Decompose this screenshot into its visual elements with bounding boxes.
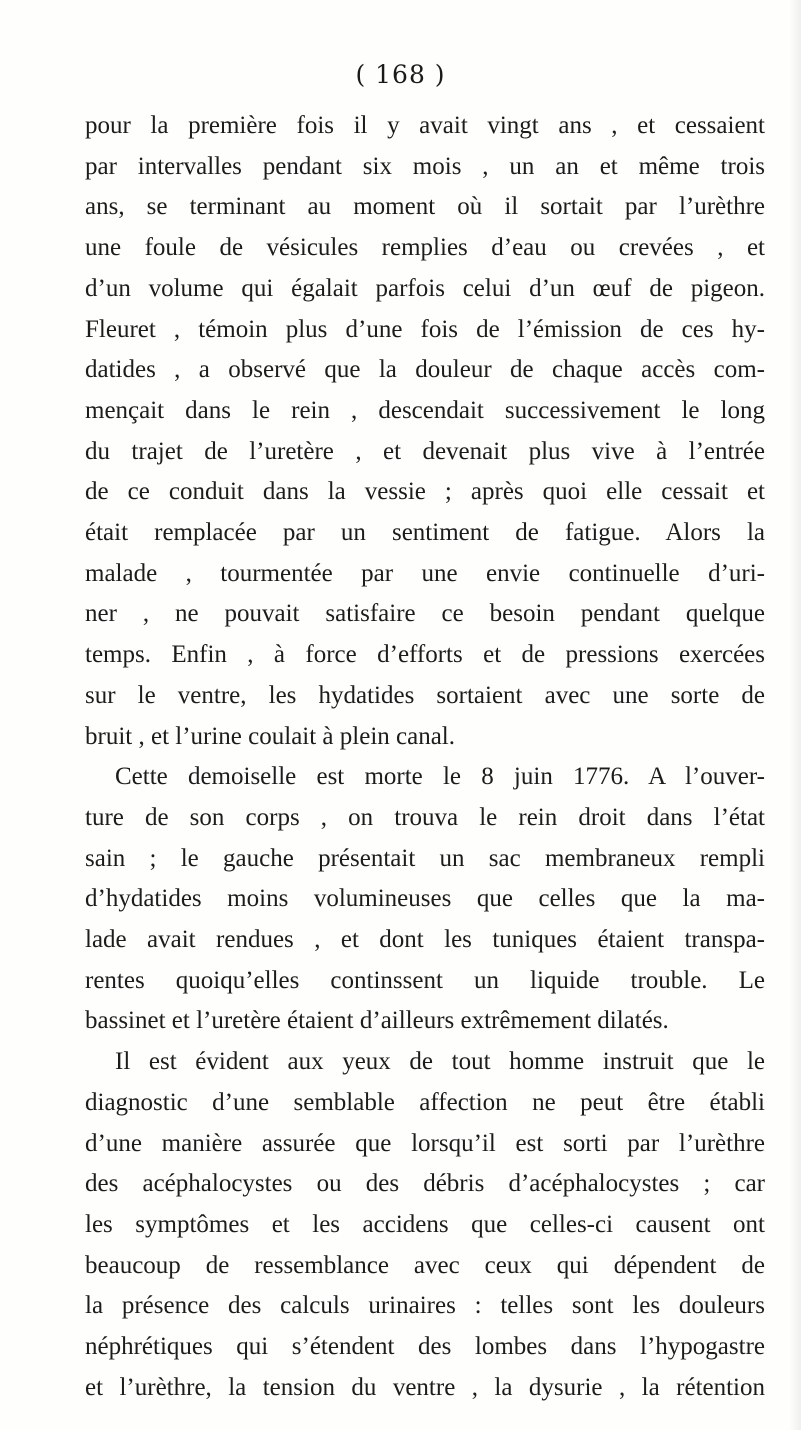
text-line: des acéphalocystes ou des débris d’acéphalocystes ; car <box>85 1170 765 1198</box>
text-line: lade avait rendues , et dont les tuniques étaient transpa- <box>85 926 765 954</box>
text-line: malade , tourmentée par une envie continuelle d’uri- <box>85 559 765 587</box>
text-line: ner , ne pouvait satisfaire ce besoin pendant quelque <box>85 600 765 628</box>
text-line: mençait dans le rein , descendait successivement le long <box>85 396 765 424</box>
text-line: la présence des calculs urinaires : telles sont les douleurs <box>85 1292 765 1320</box>
text-line: bruit , et l’urine coulait à plein canal. <box>85 722 455 750</box>
text-line: néphrétiques qui s’étendent des lombes dans l’hypogastre <box>85 1333 765 1361</box>
text-line: Il est évident aux yeux de tout homme instruit que le <box>115 1048 765 1076</box>
text-line: Cette demoiselle est morte le 8 juin 1776. A l’ouver- <box>115 763 765 791</box>
text-line: ans, se terminant au moment où il sortait par l’urèthre <box>85 193 765 221</box>
text-line: par intervalles pendant six mois , un an et même trois <box>85 152 765 180</box>
text-line: sain ; le gauche présentait un sac membraneux rempli <box>85 844 765 872</box>
text-line: de ce conduit dans la vessie ; après quoi elle cessait et <box>85 478 765 506</box>
page-edge-shadow <box>789 0 801 1430</box>
text-line: d’hydatides moins volumineuses que celles que la ma- <box>85 885 765 913</box>
text-line: rentes quoiqu’elles continssent un liquide trouble. Le <box>85 966 765 994</box>
text-line: bassinet et l’uretère étaient d’ailleurs extrêmement dilatés. <box>85 1007 669 1035</box>
text-line: beaucoup de ressemblance avec ceux qui dépendent de <box>85 1251 765 1279</box>
text-line: ture de son corps , on trouva le rein droit dans l’état <box>85 803 765 831</box>
text-line: pour la première fois il y avait vingt ans , et cessaient <box>85 112 765 139</box>
text-line: diagnostic d’une semblable affection ne peut être établi <box>85 1088 765 1116</box>
text-line: d’une manière assurée que lorsqu’il est sorti par l’urèthre <box>85 1129 765 1157</box>
text-line: du trajet de l’uretère , et devenait plus vive à l’entrée <box>85 437 765 465</box>
text-line: sur le ventre, les hydatides sortaient avec une sorte de <box>85 681 765 709</box>
text-line: temps. Enfin , à force d’efforts et de pressions exercées <box>85 641 765 669</box>
page-number-header: ( 168 ) <box>355 60 446 89</box>
text-line: et l’urèthre, la tension du ventre , la dysurie , la rétention <box>85 1373 765 1401</box>
body-text <box>85 106 765 1409</box>
text-line: une foule de vésicules remplies d’eau ou crevées , et <box>85 234 765 262</box>
text-line: datides , a observé que la douleur de chaque accès com- <box>85 356 765 384</box>
text-line: d’un volume qui égalait parfois celui d’un œuf de pigeon. <box>85 274 765 302</box>
text-line: était remplacée par un sentiment de fatigue. Alors la <box>85 519 765 547</box>
text-line: Fleuret , témoin plus d’une fois de l’émission de ces hy- <box>85 315 765 343</box>
text-line: les symptômes et les accidens que celles-ci causent ont <box>85 1210 765 1238</box>
